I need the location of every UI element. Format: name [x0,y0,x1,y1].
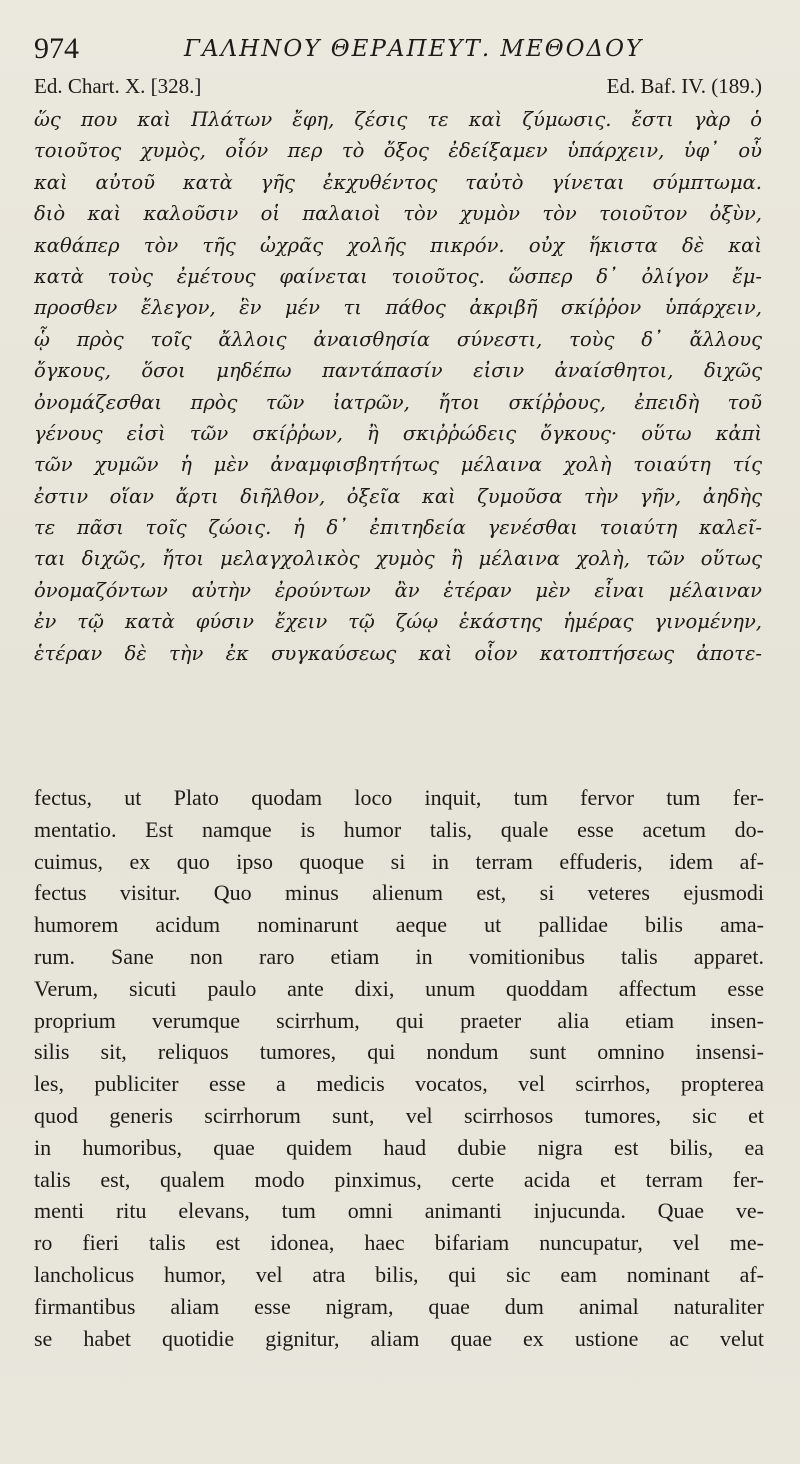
greek-text-line: κατὰ τοὺς ἐμέτους φαίνεται τοιοῦτος. ὥσπερ δ᾽ ὀλίγον ἔμ- [34,264,762,288]
greek-text-line: τοιοῦτος χυμὸς, οἷόν περ τὸ ὄξος ἐδείξαμεν ὑπάρχειν, ὑφ᾽ οὗ [34,139,762,163]
latin-text-line: mentatio. Est namque is humor talis, quale esse acetum do- [34,816,764,842]
latin-text-line: se habet quotidie gignitur, aliam quae ex ustione ac velut [34,1325,764,1351]
latin-text-line: humorem acidum nominarunt aeque ut pallidae bilis ama- [34,912,764,938]
greek-text-line: καὶ αὐτοῦ κατὰ γῆς ἐκχυθέντος ταὐτὸ γίνεται σύμπτωμα. [34,170,762,194]
latin-text-line: rum. Sane non raro etiam in vomitionibus talis apparet. [34,943,764,969]
greek-text-block [34,104,762,669]
latin-text-line: fectus visitur. Quo minus alienum est, si veteres ejusmodi [34,880,764,906]
latin-text-line: Verum, sicuti paulo ante dixi, unum quoddam affectum esse [34,975,764,1001]
edition-right-ref: Ed. Baf. IV. (189.) [606,74,762,98]
latin-text-line: menti ritu elevans, tum omni animanti injucunda. Quae ve- [34,1198,764,1224]
greek-text-line: διὸ καὶ καλοῦσιν οἱ παλαιοὶ τὸν χυμὸν τὸν τοιοῦτον ὀξὺν, [34,202,762,226]
greek-text-line: ὄγκους, ὅσοι μηδέπω παντάπασίν εἰσιν ἀναίσθητοι, διχῶς [34,359,762,383]
page-header [34,30,760,66]
greek-text-line: ἑτέραν δὲ τὴν ἐκ συγκαύσεως καὶ οἷον κατοπτήσεως ἀποτε- [34,641,762,665]
latin-text-line: proprium verumque scirrhum, qui praeter alia etiam insen- [34,1007,764,1033]
greek-text-line: ἐν τῷ κατὰ φύσιν ἔχειν τῷ ζώῳ ἑκάστης ἡμέρας γινομένην, [34,610,762,634]
latin-text-line: ro fieri talis est idonea, haec bifariam nuncupatur, vel me- [34,1230,764,1256]
greek-text-line: ται διχῶς, ἤτοι μελαγχολικὸς χυμὸς ἢ μέλαινα χολὴ, τῶν οὕτως [34,547,762,571]
latin-text-line: quod generis scirrhorum sunt, vel scirrhosos tumores, sic et [34,1102,764,1128]
latin-text-line: talis est, qualem modo pinximus, certe acida et terram fer- [34,1166,764,1192]
greek-text-line: ὀνομαζόντων αὐτὴν ἐρούντων ἂν ἑτέραν μὲν εἶναι μέλαιναν [34,578,762,602]
latin-text-line: in humoribus, quae quidem haud dubie nigra est bilis, ea [34,1134,764,1160]
greek-text-line: ᾧ πρὸς τοῖς ἄλλοις ἀναισθησία σύνεστι, τοὺς δ᾽ ἄλλους [34,327,762,351]
edition-reference-line [34,72,762,100]
greek-text-line: τε πᾶσι τοῖς ζώοις. ἡ δ᾽ ἐπιτηδεία γενέσθαι τοιαύτη καλεῖ- [34,516,762,540]
latin-text-line: les, publiciter esse a medicis vocatos, vel scirrhos, propterea [34,1071,764,1097]
page-number: 974 [34,32,79,65]
greek-text-line: ὀνομάζεσθαι πρὸς τῶν ἰατρῶν, ἤτοι σκίῤῥους, ἐπειδὴ τοῦ [34,390,762,414]
running-title: ΓΑΛΗΝΟΥ ΘΕΡΑΠΕΥΤ. ΜΕΘΟΔΟΥ [184,36,644,62]
latin-text-line: cuimus, ex quo ipso quoque si in terram effuderis, idem af- [34,848,764,874]
greek-text-line: καθάπερ τὸν τῆς ὠχρᾶς χολῆς πικρόν. οὐχ ἥκιστα δὲ καὶ [34,233,762,257]
greek-text-line: τῶν χυμῶν ἡ μὲν ἀναμφισβητήτως μέλαινα χολὴ τοιαύτη τίς [34,453,762,477]
latin-text-block [34,782,764,1354]
greek-text-line: ὥς που καὶ Πλάτων ἔφη, ζέσις τε καὶ ζύμωσις. ἔστι γὰρ ὁ [34,108,762,131]
greek-text-line: ἐστιν οἵαν ἄρτι διῆλθον, ὀξεῖα καὶ ζυμοῦσα τὴν γῆν, ἀηδὴς [34,484,762,508]
greek-text-line: προσθεν ἔλεγον, ἓν μέν τι πάθος ἀκριβῆ σκίῤῥον ὑπάρχειν, [34,296,762,320]
latin-text-line: fectus, ut Plato quodam loco inquit, tum fervor tum fer- [34,785,764,810]
greek-text-line: γένους εἰσὶ τῶν σκίῤῥων, ἢ σκιῤῥώδεις ὄγκους· οὕτω κἀπὶ [34,421,762,445]
latin-text-line: silis sit, reliquos tumores, qui nondum sunt omnino insensi- [34,1039,764,1065]
edition-left-ref: Ed. Chart. X. [328.] [34,74,202,98]
latin-text-line: lancholicus humor, vel atra bilis, qui sic eam nominant af- [34,1261,764,1287]
latin-text-line: firmantibus aliam esse nigram, quae dum animal naturaliter [34,1293,764,1319]
